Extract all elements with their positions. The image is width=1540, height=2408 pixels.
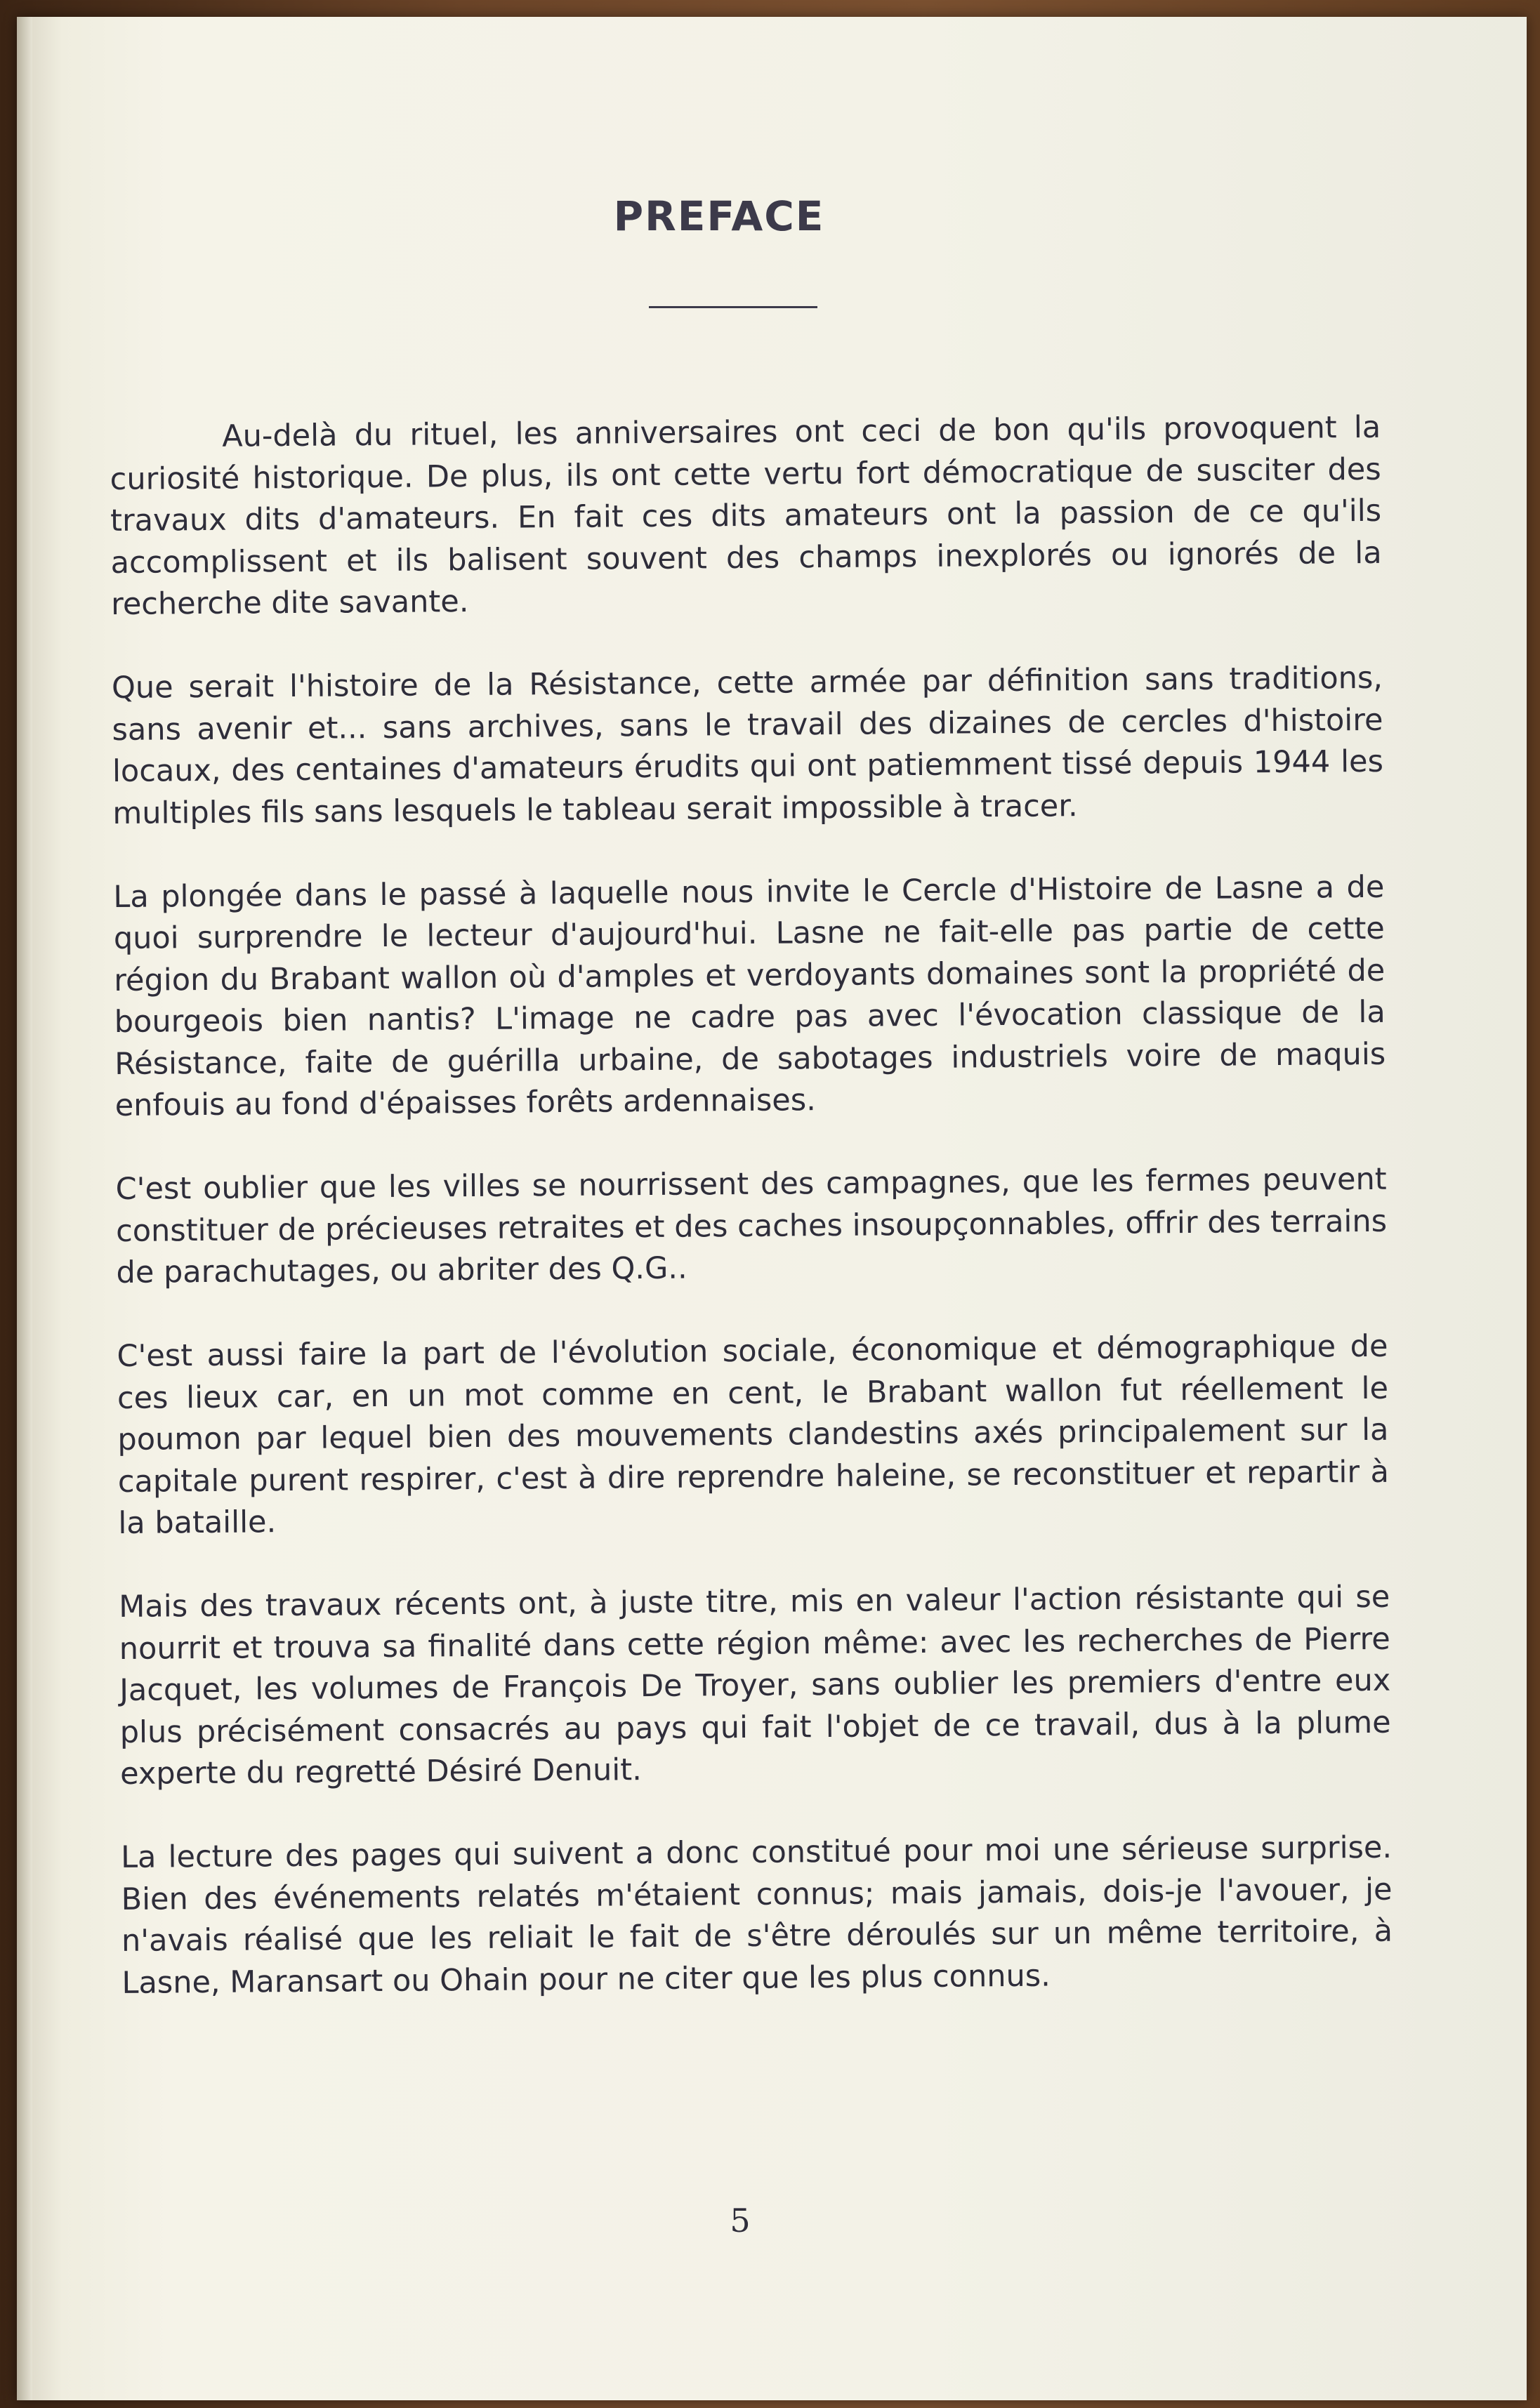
paragraph: C'est aussi faire la part de l'évolution sociale, économique et démographique de ces lieux car, en un mot comme en cent, le Brabant wallon fut réellement le poumon par lequel bien des mouvements clandestins axés principalement sur la capitale purent respirer, c'est à dire reprendre haleine, se reconstituer et repartir à la bataille. xyxy=(117,1328,1390,1541)
paragraph: La lecture des pages qui suivent a donc constitué pour moi une sérieuse surprise. Bien des événements relatés m'étaient connus; mais jamais, dois-je l'avouer, je n'avais réalisé que les reliait le fait de s'être déroulés sur un même territoire, à Lasne, Maransart ou Ohain pour ne citer que les plus connus. xyxy=(120,1830,1393,2001)
paragraph: C'est oublier que les villes se nourrissent des campagnes, que les fermes peuvent constituer de précieuses retraites et des caches insoupçonnables, offrir des terrains de parachutages, ou abriter des Q.G.. xyxy=(115,1161,1388,1290)
body-text xyxy=(110,407,1393,2046)
paragraph: Mais des travaux récents ont, à juste titre, mis en valeur l'action résistante qui se nourrit et trouva sa finalité dans cette région même: avec les recherches de Pierre Jacquet, les volumes de François De Troyer, sans oublier les premiers d'entre eux plus précisément consacrés au pays qui fait l'objet de ce travail, dus à la plume experte du regretté Désiré Denuit. xyxy=(119,1579,1391,1792)
book-page xyxy=(17,17,1527,2400)
paragraph: Au-delà du rituel, les anniversaires ont ceci de bon qu'ils provoquent la curiosité historique. De plus, ils ont cette vertu fort démocratique de susciter des travaux dits d'amateurs. En fait ces dits amateurs ont la passion de ce qu'ils accomplissent et ils balisent souvent des champs inexplorés ou ignorés de la recherche dite savante. xyxy=(110,409,1382,622)
title-underline xyxy=(649,306,817,308)
page-number: 5 xyxy=(730,2202,751,2240)
paragraph: La plongée dans le passé à laquelle nous invite le Cercle d'Histoire de Lasne a de quoi surprendre le lecteur d'aujourd'hui. Lasne ne fait-elle pas partie de cette région du Brabant wallon où d'amples et verdoyants domaines sont la propriété de bourgeois bien nantis? L'image ne cadre pas avec l'évocation classique de la Résistance, faite de guérilla urbaine, de sabotages industriels voire de maquis enfouis au fond d'épaisses forêts ardennaises. xyxy=(113,869,1386,1123)
paragraph: Que serait l'histoire de la Résistance, cette armée par définition sans traditions, sans avenir et... sans archives, sans le travail des dizaines de cercles d'histoire locaux, des centaines d'amateurs érudits qui ont patiemment tissé depuis 1944 les multiples fils sans lesquels le tableau serait impossible à tracer. xyxy=(111,660,1384,831)
page-title: PREFACE xyxy=(613,192,825,240)
